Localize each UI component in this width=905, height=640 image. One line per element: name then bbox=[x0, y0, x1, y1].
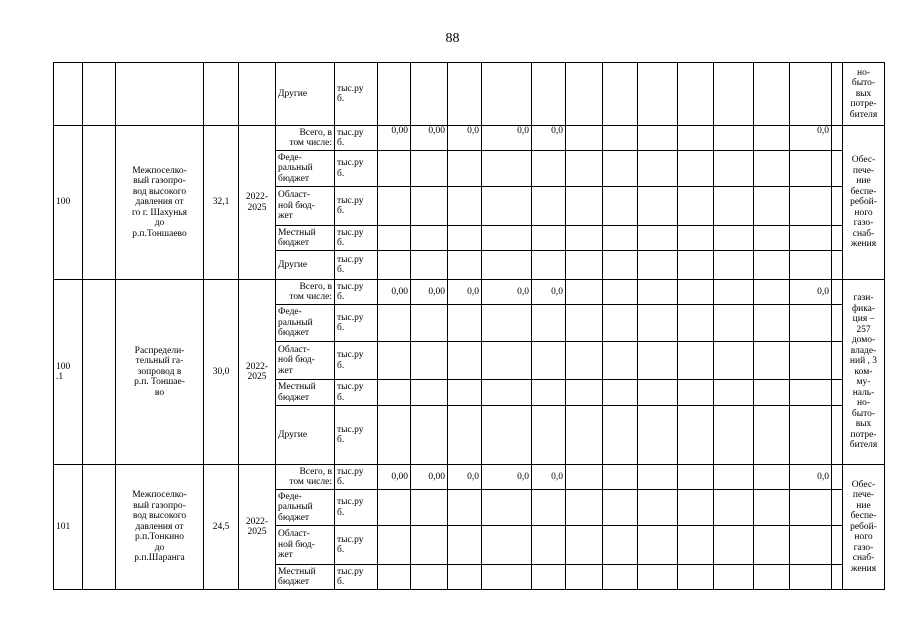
result-cell: гази- фика- ция – 257 домо- владе- ний , 3 ком- му- наль- но- быто- вых потре- бителя bbox=[843, 280, 885, 465]
result-cell: Обес- пече- ние беспе- ребой- ного газо- снаб- жения bbox=[843, 126, 885, 280]
table-row bbox=[54, 465, 885, 490]
table-row bbox=[54, 126, 885, 151]
object-name: Распредели- тельный га- зопровод в р.п. Тоншае- во bbox=[116, 280, 204, 465]
object-name: Межпоселко- вый газопро- вод высокого давления от р.п.Тонкино до р.п.Шаранга bbox=[116, 465, 204, 590]
unit-cell: тыс.ру б. bbox=[335, 490, 378, 526]
unit-cell: тыс.ру б. bbox=[335, 465, 378, 490]
result-cell: но- быто- вых потре- бителя bbox=[843, 63, 885, 126]
length-cell: 32,1 bbox=[204, 126, 239, 280]
page-number: 88 bbox=[445, 31, 460, 46]
value-cell: 0,0 bbox=[482, 280, 532, 305]
value-cell: 0,0 bbox=[448, 280, 482, 305]
value-cell: 0,00 bbox=[411, 465, 448, 490]
value-cell: 0,00 bbox=[378, 126, 411, 151]
source-cell: Другие bbox=[276, 63, 335, 126]
value-cell: 0,0 bbox=[790, 126, 832, 151]
period-cell: 2022- 2025 bbox=[239, 280, 276, 465]
source-cell: Местный бюджет bbox=[276, 380, 335, 406]
value-cell: 0,0 bbox=[532, 126, 566, 151]
value-cell: 0,0 bbox=[790, 280, 832, 305]
value-cell: 0,0 bbox=[482, 465, 532, 490]
period-cell: 2022- 2025 bbox=[239, 465, 276, 590]
unit-cell: тыс.ру б. bbox=[335, 187, 378, 226]
value-cell: 0,0 bbox=[532, 465, 566, 490]
value-cell: 0,00 bbox=[411, 126, 448, 151]
unit-cell: тыс.ру б. bbox=[335, 63, 378, 126]
row-number: 101 bbox=[54, 465, 83, 590]
unit-cell: тыс.ру б. bbox=[335, 380, 378, 406]
value-cell: 0,0 bbox=[448, 126, 482, 151]
source-cell: Област- ной бюд- жет bbox=[276, 526, 335, 565]
budget-table bbox=[53, 62, 885, 590]
value-cell: 0,0 bbox=[448, 465, 482, 490]
source-cell: Всего, в том числе: bbox=[276, 465, 335, 490]
row-number: 100 .1 bbox=[54, 280, 83, 465]
unit-cell: тыс.ру б. bbox=[335, 406, 378, 465]
period-cell: 2022- 2025 bbox=[239, 126, 276, 280]
unit-cell: тыс.ру б. bbox=[335, 151, 378, 187]
unit-cell: тыс.ру б. bbox=[335, 126, 378, 151]
source-cell: Местный бюджет bbox=[276, 565, 335, 590]
unit-cell: тыс.ру б. bbox=[335, 526, 378, 565]
value-cell: 0,0 bbox=[482, 126, 532, 151]
row-number: 100 bbox=[54, 126, 83, 280]
length-cell: 30,0 bbox=[204, 280, 239, 465]
value-cell: 0,00 bbox=[411, 280, 448, 305]
value-cell: 0,0 bbox=[532, 280, 566, 305]
unit-cell: тыс.ру б. bbox=[335, 565, 378, 590]
source-cell: Другие bbox=[276, 406, 335, 465]
source-cell: Феде- ральный бюджет bbox=[276, 305, 335, 342]
source-cell: Област- ной бюд- жет bbox=[276, 187, 335, 226]
unit-cell: тыс.ру б. bbox=[335, 280, 378, 305]
length-cell: 24,5 bbox=[204, 465, 239, 590]
object-name: Межпоселко- вый газопро- вод высокого давления от го г. Шахунья до р.п.Тоншаево bbox=[116, 126, 204, 280]
table-row bbox=[54, 280, 885, 305]
value-cell: 0,0 bbox=[790, 465, 832, 490]
source-cell: Другие bbox=[276, 251, 335, 280]
unit-cell: тыс.ру б. bbox=[335, 226, 378, 251]
value-cell: 0,00 bbox=[378, 280, 411, 305]
unit-cell: тыс.ру б. bbox=[335, 342, 378, 380]
source-cell: Всего, в том числе: bbox=[276, 126, 335, 151]
unit-cell: тыс.ру б. bbox=[335, 251, 378, 280]
value-cell: 0,00 bbox=[378, 465, 411, 490]
source-cell: Всего, в том числе: bbox=[276, 280, 335, 305]
source-cell: Феде- ральный бюджет bbox=[276, 490, 335, 526]
table-row bbox=[54, 63, 885, 126]
source-cell: Област- ной бюд- жет bbox=[276, 342, 335, 380]
result-cell: Обес- пече- ние беспе- ребой- ного газо- снаб- жения bbox=[843, 465, 885, 590]
source-cell: Феде- ральный бюджет bbox=[276, 151, 335, 187]
unit-cell: тыс.ру б. bbox=[335, 305, 378, 342]
source-cell: Местный бюджет bbox=[276, 226, 335, 251]
